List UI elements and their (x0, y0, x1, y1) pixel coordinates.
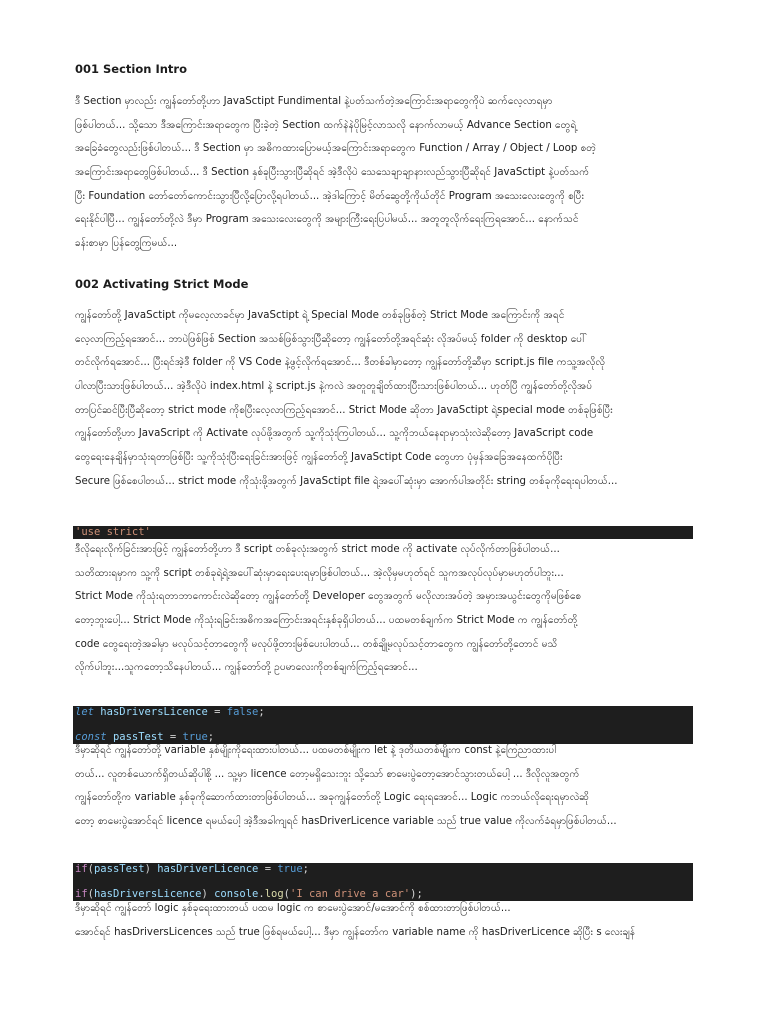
use-strict-explanation (75, 538, 693, 680)
text-line: တာပြင်ဆင်ပြီးပြီဆိုတော့ strict mode ကိုစပြီးလေ့လာကြည့်ရအောင်... Strict Mode ဆိုတာ JavaSctipt ရဲ့special mode တစ်ခုဖြစ်ပြီး (75, 404, 613, 416)
section-heading-strict-mode: 002 Activating Strict Mode (75, 277, 249, 291)
intro-paragraph (75, 90, 693, 256)
text-line: အခြေခံတွေလည်းဖြစ်ပါတယ်... ဒီ Section မှာ အဓိကထားပြောမယ့်အကြောင်းအရာတွေက Function / Array / Object / Loop စတဲ့ (75, 143, 597, 155)
text-line: ကျွန်တော်တို့က variable နှစ်ခုကိုဆောက်ထားတာဖြစ်ပါတယ်... အခုကျွန်တော်တို့ Logic ရေးရအောင်... Logic ကဘယ်လိုရေးရမှာလဲဆို (75, 792, 590, 804)
code-value: true (182, 731, 208, 743)
code-punct: ) (144, 863, 151, 875)
code-string: 'use strict' (75, 526, 151, 538)
code-operator: = (264, 863, 272, 875)
text-line: တော့ဘူးပေါ့... Strict Mode ကိုသုံးရခြင်းအဓိကအကြောင်းအရင်းနှစ်ခုရှိပါတယ်... ပထမတစ်ချက်က Strict Mode က ကျွန်တော်တို့ (75, 615, 578, 627)
code-blank-line (73, 876, 693, 888)
section-heading-intro: 001 Section Intro (75, 62, 187, 76)
code-identifier: hasDriversLicence (93, 888, 202, 900)
code-function: log (264, 888, 284, 900)
code-punct: ; (207, 731, 215, 743)
text-line: Secure ဖြစ်စေပါတယ်... strict mode ကိုသုံးဖို့အတွက် JavaSctipt file ရဲ့အပေါ်ဆုံးမှာ အောက်ပါအတိုင်း string တစ်ခုကိုရေးရပါတယ်... (75, 475, 618, 487)
text-line: တင်လိုက်ရအောင်... ပြီးရင်အဲ့ဒီ folder ကို VS Code နဲ့ဖွင့်လိုက်ရအောင်... ဒီတစ်ခါမှာတော့ ကျွန်တော်တို့ဆီမှာ script.js file ကသူ့အလိုလို (75, 357, 606, 369)
code-keyword: if (75, 888, 88, 900)
code-line (73, 863, 693, 876)
code-object: console (214, 888, 259, 900)
text-line: ပြီး Foundation တော်တော်ကောင်းသွားပြီလို့ပြောလို့ရပါတယ်... အဲ့ဒါကြောင့် မိတ်ဆွေတို့ကိုယ်တိုင် Program အသေးလေးတွေကို စပြီး (75, 190, 585, 202)
code-keyword: const (75, 731, 107, 743)
code-punct: . (258, 888, 265, 900)
text-line: Strict Mode ကိုသုံးရတာဘာကောင်းလဲဆိုတော့ ကျွန်တော်တို့ Developer တွေအတွက် မလိုလားအပ်တဲ့ အမှားအယွင်းတွေကိုမဖြစ်စေ (75, 591, 582, 603)
code-punct: ( (87, 888, 94, 900)
code-operator: = (169, 731, 177, 743)
code-keyword: let (75, 706, 94, 718)
code-value: false (226, 706, 259, 718)
code-value: true (277, 863, 303, 875)
code-identifier: passTest (93, 863, 145, 875)
text-line: ပါလာပြီးသားဖြစ်ပါတယ်... အဲ့ဒီလိုပဲ index.html နဲ့ script.js နဲ့ကလဲ အတူတူချိတ်ထားပြီးသားဖြစ်ပါတယ်... ဟုတ်ပြီ ကျွန်တော်တို့လိုအပ် (75, 381, 593, 393)
text-line: ကျွန်တော်တို့ JavaSctipt ကိုမလေ့လာခင်မှာ JavaSctipt ရဲ့ Special Mode တစ်ခုဖြစ်တဲ့ Strict Mode အကြောင်းကို အရင် (75, 310, 565, 321)
code-identifier: hasDriversLicence (100, 706, 208, 718)
text-line: code တွေရေးတဲ့အခါမှာ မလုပ်သင့်တာတွေကို မလုပ်ဖို့တားမြစ်ပေးပါတယ်... တစ်ချို့မလုပ်သင့်တာတွေက ကျွန်တော်တို့တောင် မသိ (75, 638, 558, 650)
if-explanation (75, 897, 693, 944)
code-block-if-statements (73, 863, 693, 901)
code-string: 'I can drive a car' (290, 888, 411, 900)
text-line: ရေးနိုင်ပါပြီ... ကျွန်တော်တို့လဲ ဒီမှာ Program အသေးလေးတွေကို အများကြီးရေးပြပါမယ်... အတူတူလိုက်ရေးကြရအောင်... နောက်သင် (75, 214, 579, 226)
text-line: ဒီမှာဆိုရင် ကျွန်တော်တို့ variable နှစ်မျိုးကိုရေးထားပါတယ်... ပထမတစ်မျိုးက let နဲ့ ဒုတိယတစ်မျိုးက const နဲ့ကြေညာထားပါ (75, 745, 557, 756)
code-punct: ; (258, 706, 265, 718)
code-punct: ; (416, 888, 423, 900)
code-punct: ( (87, 863, 94, 875)
strict-mode-paragraph (75, 304, 693, 494)
code-punct: ) (410, 888, 417, 900)
code-operator: = (214, 706, 221, 718)
text-line: ကျွန်တော်တို့ဟာ JavaScript ကို Activate လုပ်ဖို့အတွက် သူ့ကိုသုံးကြပါတယ်... သူ့ကိုဘယ်နေရာမှာသုံးလဲဆိုတော့ JavaScript code (75, 428, 594, 440)
text-line: သတိထားရမှာက သူ့ကို script တစ်ခုရဲ့ရဲ့အပေါ်ဆုံးမှာရေးပေးရမှာဖြစ်ပါတယ်... အဲ့လိုမှမဟုတ်ရင် သူကအလုပ်လုပ်မှာမဟုတ်ပါဘူး... (75, 567, 564, 579)
text-line: တွေရေးနေချိန်မှာသုံးရတာဖြစ်ပြီး သူ့ကိုသုံးပြီးရေးခြင်းအားဖြင့် ကျွန်တော်တို့ JavaSctipt Code တွေဟာ ပုံမှန်အခြေအနေထက်ပိုပြီး (75, 452, 563, 464)
code-punct: ; (302, 863, 309, 875)
text-line: ဒီ Section မှာလည်း ကျွန်တော်တို့ဟာ JavaSctipt Fundimental နဲ့ပတ်သက်တဲ့အကြောင်းအရာတွေကိုပဲ ဆက်လေ့လာရမှာ (75, 96, 553, 107)
text-line: ခန်းစာမှာ ပြန်တွေ့ကြမယ်... (75, 238, 178, 250)
text-line: ဖြစ်ပါတယ်... သို့သော ဒီအကြောင်းအရာတွေက ပြီးခဲ့တဲ့ Section ထက်နဲနဲပိုမြင့်လာသလို နောက်လာမယ့် Advance Section တွေရဲ့ (75, 119, 577, 131)
code-punct: ( (283, 888, 290, 900)
code-punct: ) (201, 888, 208, 900)
text-line: တော့ စာမေးပွဲအောင်ရင် licence ရမယ်ပေါ့ အဲ့ဒီအခါကျရင် hasDriverLicence variable သည် true value ကိုလက်ခံရမှာဖြစ်ပါတယ်... (75, 816, 617, 828)
variables-explanation (75, 739, 693, 834)
code-blank-line (73, 719, 693, 731)
text-line: အကြောင်းအရာတွေဖြစ်ပါတယ်... ဒီ Section နှစ်ခုပြီးသွားပြီဆိုရင် အဲ့ဒီလိုပဲ သေသေချာချာနားလည်သွားပြီဆိုရင် JavaSctipt နဲ့ပတ်သက် (75, 167, 590, 179)
text-line: ဒီလိုရေးလိုက်ခြင်းအားဖြင့် ကျွန်တော်တို့ဟာ ဒီ script တစ်ခုလုံးအတွက် strict mode ကို activate လုပ်လိုက်တာဖြစ်ပါတယ်... (75, 544, 560, 555)
code-keyword: if (75, 863, 88, 875)
code-line (73, 706, 693, 719)
code-identifier: passTest (112, 731, 164, 743)
text-line: ဒီမှာဆိုရင် ကျွန်တော် logic နှစ်ခုရေးထားတယ် ပထမ logic က စာမေးပွဲအောင်/မအောင်ကို စစ်ထားတာဖြစ်ပါတယ်... (75, 903, 511, 914)
text-line: လိုက်ပါဘူး...သူကတော့သိနေပါတယ်... ကျွန်တော်တို့ ဥပမာလေးကိုတစ်ချက်ကြည့်ရအောင်... (75, 662, 418, 674)
text-line: လေ့လာကြည့်ရအောင်... ဘာပဲဖြစ်ဖြစ် Section အသစ်ဖြစ်သွားပြီဆိုတော့ ကျွန်တော်တို့အရင်ဆုံး လိုအပ်မယ့် folder ကို desktop ပေါ် (75, 333, 587, 345)
text-line: တယ်... လူတစ်ယောက်ရှိတယ်ဆိုပါစို့ ... သူ့မှာ licence တော့မရှိသေးဘူး သို့သော် စာမေးပွဲတော့အောင်သွားတယ်ပေါ့ ... ဒီလိုလူအတွက် (75, 768, 580, 780)
text-line: အောင်ရင် hasDriversLicences သည် true ဖြစ်ရမယ်ပေါ့... ဒီမှာ ကျွန်တော်က variable name ကို hasDriverLicence ဆိုပြီး s လေးချန် (75, 926, 636, 938)
code-identifier: hasDriverLicence (157, 863, 259, 875)
